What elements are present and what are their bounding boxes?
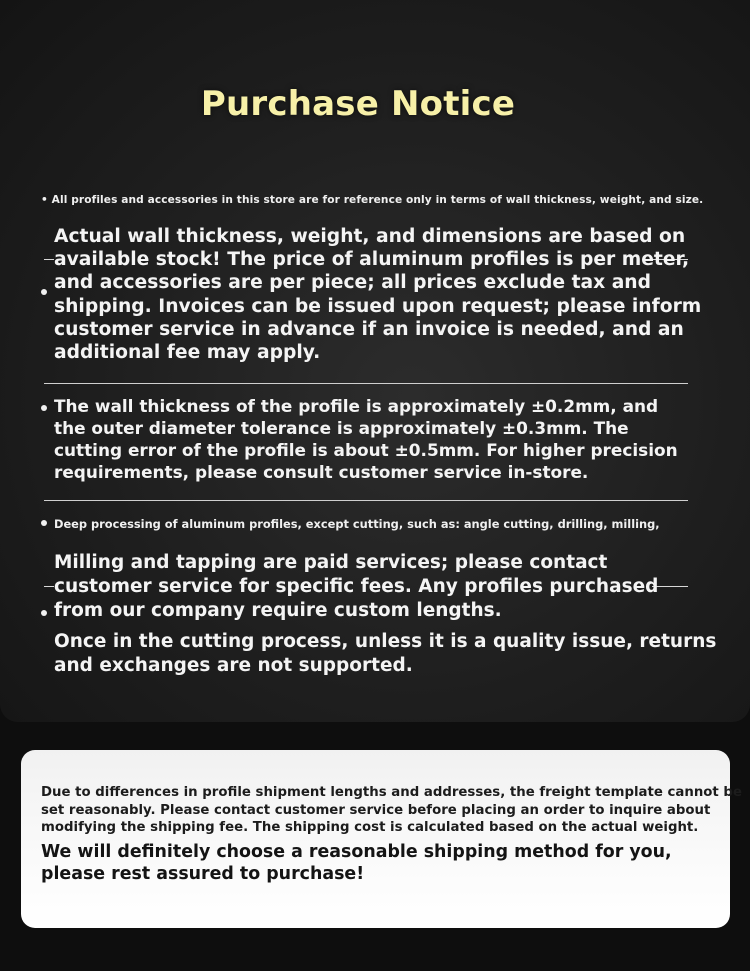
divider (44, 500, 688, 501)
section-4-text (54, 630, 716, 678)
notice-intro-text: All profiles and accessories in this store are for reference only in terms of wall thickness, weight, and size. (51, 194, 704, 206)
shipping-note (41, 784, 742, 837)
page-title: Purchase Notice (200, 84, 516, 124)
text-line: requirements, please consult customer service in-store. (54, 462, 589, 482)
section-2-text (54, 395, 678, 483)
text-line: the outer diameter tolerance is approximately ±0.3mm. The (54, 418, 629, 438)
section-3-text (54, 551, 658, 623)
text-line: The wall thickness of the profile is approximately ±0.2mm, and (54, 396, 659, 416)
text-line: modifying the shipping fee. The shipping cost is calculated based on the actual weight. (41, 820, 699, 835)
text-line: set reasonably. Please contact customer service before placing an order to inquire about (41, 802, 711, 818)
shipping-emphasis (41, 841, 672, 885)
section-3-intro: Deep processing of aluminum profiles, except cutting, such as: angle cutting, drilling, milling, (54, 517, 660, 531)
text-line: customer service in advance if an invoice is needed, and an (54, 318, 684, 340)
text-line: shipping. Invoices can be issued upon request; please inform (54, 295, 702, 317)
text-line: available stock! The price of aluminum profiles is per meter, (54, 249, 690, 271)
text-line: We will definitely choose a reasonable shipping method for you, (41, 842, 672, 862)
bullet-dot (41, 289, 47, 295)
bullet-marker: • (41, 194, 52, 206)
text-line: Actual wall thickness, weight, and dimensions are based on (54, 226, 686, 247)
text-line: customer service for specific fees. Any profiles purchased (54, 576, 659, 597)
text-line: cutting error of the profile is about ±0.5mm. For higher precision (54, 440, 678, 460)
text-line: Once in the cutting process, unless it is a quality issue, returns (54, 631, 717, 652)
bullet-dot (41, 405, 47, 411)
text-line: additional fee may apply. (54, 342, 321, 364)
text-line: and exchanges are not supported. (54, 655, 413, 676)
dash-left-1 (44, 259, 54, 260)
text-line: from our company require custom lengths. (54, 600, 502, 621)
notice-intro (41, 194, 703, 206)
text-line: and accessories are per piece; all prices exclude tax and (54, 272, 651, 294)
text-line: please rest assured to purchase! (41, 864, 365, 884)
dash-left-3 (44, 586, 54, 587)
shipping-card (21, 750, 742, 928)
bullet-dot (41, 610, 47, 616)
section-1-text (54, 225, 701, 364)
text-line: Milling and tapping are paid services; please contact (54, 552, 608, 573)
bullet-dot (41, 520, 47, 526)
divider (44, 383, 688, 384)
text-line: Due to differences in profile shipment lengths and addresses, the freight template cannot be (41, 785, 742, 800)
